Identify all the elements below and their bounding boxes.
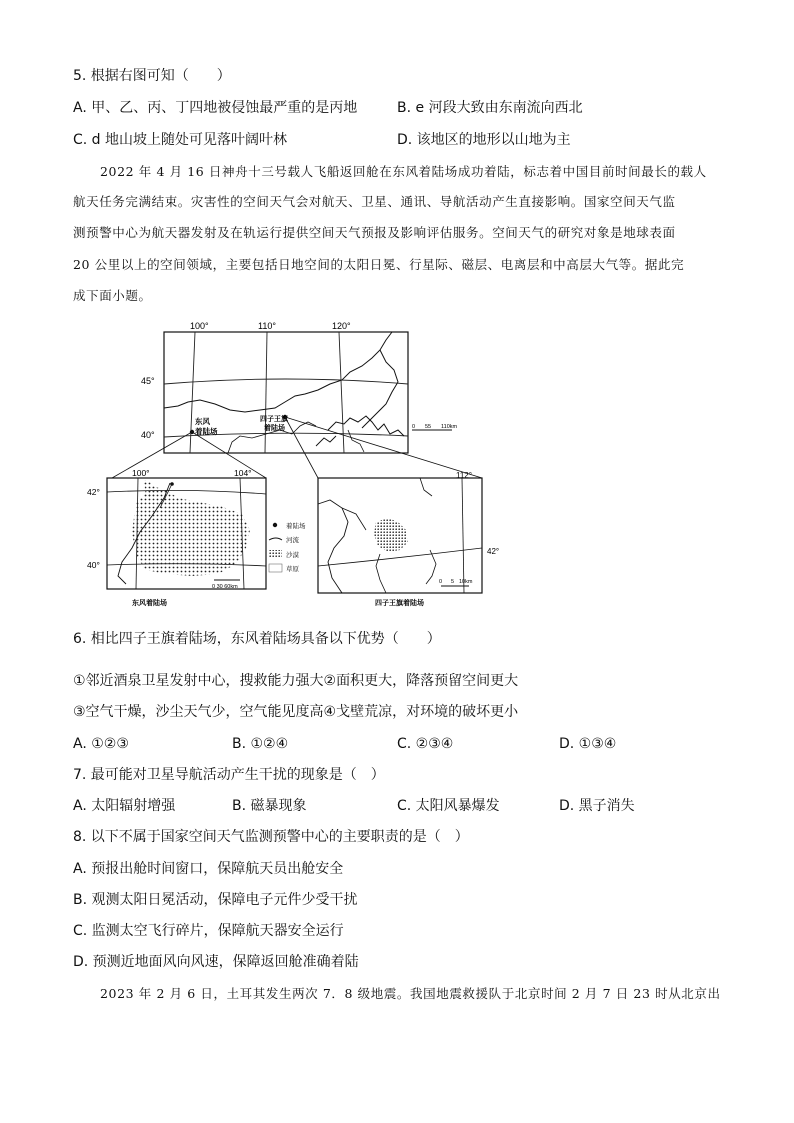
dongfeng-inset-map [87,468,266,607]
lat-label: 42° [87,487,100,497]
scale-label: 110km [441,424,458,430]
passage-line: 20 公里以上的空间领域，主要包括日地空间的太阳日冕、行星际、磁层、电离层和中高层大气等。据此完 [73,257,685,272]
lat-label: 42° [487,547,500,556]
lon-label: 104° [234,468,252,478]
passage-line: 航天任务完满结束。灾害性的空间天气会对航天、卫星、通讯、导航活动产生直接影响。国家空间天气监 [73,194,676,209]
q5-option-c: C. d 地山坡上随处可见落叶阔叶林 [73,132,288,148]
lon-label: 110° [258,321,276,331]
q8-option-b: B. 观测太阳日冕活动，保障电子元件少受干扰 [73,892,358,908]
legend-label: 河流 [286,537,299,544]
lon-label: 112° [456,471,472,480]
legend-label: 草原 [286,566,299,573]
q8-option-c: C. 监测太空飞行碎片，保障航天器安全运行 [73,923,344,939]
q5-stem: 5. 根据右图可知（ ） [73,68,231,84]
legend-label: 沙漠 [286,552,299,559]
passage-line: 测预警中心为航天器发射及在轨运行提供空间天气预报及影响评估服务。空间天气的研究对象是地球表面 [73,225,676,240]
q6-option-b: B. ①②④ [232,736,289,752]
q6-option-c: C. ②③④ [397,736,454,752]
lat-label: 40° [141,430,155,440]
lat-label: 45° [141,376,155,386]
q7-option-b: B. 磁暴现象 [232,798,307,814]
passage-line: 2022 年 4 月 16 日神舟十三号载人飞船返回舱在东风着陆场成功着陆，标志着中国目前时间最长的载人 [100,164,707,179]
scale-label: 55 [425,424,432,430]
q5-option-d: D. 该地区的地形以山地为主 [397,132,571,148]
grassland-legend-icon [269,564,282,572]
dongfeng-label: 着陆场 [195,427,218,436]
lon-label: 120° [332,321,351,331]
q8-option-a: A. 预报出舱时间窗口，保障航天员出舱安全 [73,861,344,877]
q8-option-d: D. 预测近地面风向风速，保障返回舱准确着陆 [73,954,359,970]
q8-stem: 8. 以下不属于国家空间天气监测预警中心的主要职责的是（ ） [73,829,469,845]
q6-statements: ③空气干燥，沙尘天气少，空气能见度高④戈壁荒凉，对环境的破坏更小 [73,704,519,720]
lon-label: 100° [132,468,150,478]
q6-option-d: D. ①③④ [559,736,617,752]
q5-option-b: B. e 河段大致由东南流向西北 [397,100,583,116]
siziwang-label: 四子王旗 [260,416,288,423]
scale-label: 5 [451,579,455,585]
scale-label: 0 [439,579,443,585]
landing-site-legend-icon [273,523,277,527]
q6-option-a: A. ①②③ [73,736,129,752]
lat-label: 40° [87,560,100,570]
map-legend [269,521,306,573]
scale-label: 0 [412,424,416,430]
q7-option-c: C. 太阳风暴爆发 [397,798,500,814]
caption-dongfeng: 东风着陆场 [132,600,167,607]
legend-label: 着陆场 [286,523,306,530]
caption-siziwang: 四子王旗着陆场 [375,600,424,607]
overview-map [141,321,458,453]
passage-line: 成下面小题。 [73,288,152,303]
dongfeng-label: 东风 [195,417,210,426]
q7-option-a: A. 太阳辐射增强 [73,798,176,814]
desert-legend-icon [269,550,282,558]
siziwang-inset-map [318,471,499,607]
scale-label: 0 30 60km [212,584,238,590]
passage-2-line: 2023 年 2 月 6 日，土耳其发生两次 7．8 级地震。我国地震救援队于北京时间 2 月 7 日 23 时从北京出 [100,986,721,1001]
lon-label: 100° [190,321,209,331]
q5-option-a: A. 甲、乙、丙、丁四地被侵蚀最严重的是丙地 [73,100,358,116]
river-legend-icon [269,538,282,540]
landing-site-map [80,318,500,613]
siziwang-label: 着陆场 [264,425,285,432]
scale-label: 10km [459,579,473,585]
q7-option-d: D. 黑子消失 [559,798,635,814]
q6-stem: 6. 相比四子王旗着陆场，东风着陆场具备以下优势（ ） [73,631,441,647]
q6-statements: ①邻近酒泉卫星发射中心，搜救能力强大②面积更大，降落预留空间更大 [73,673,519,689]
q7-stem: 7. 最可能对卫星导航活动产生干扰的现象是（ ） [73,767,385,783]
